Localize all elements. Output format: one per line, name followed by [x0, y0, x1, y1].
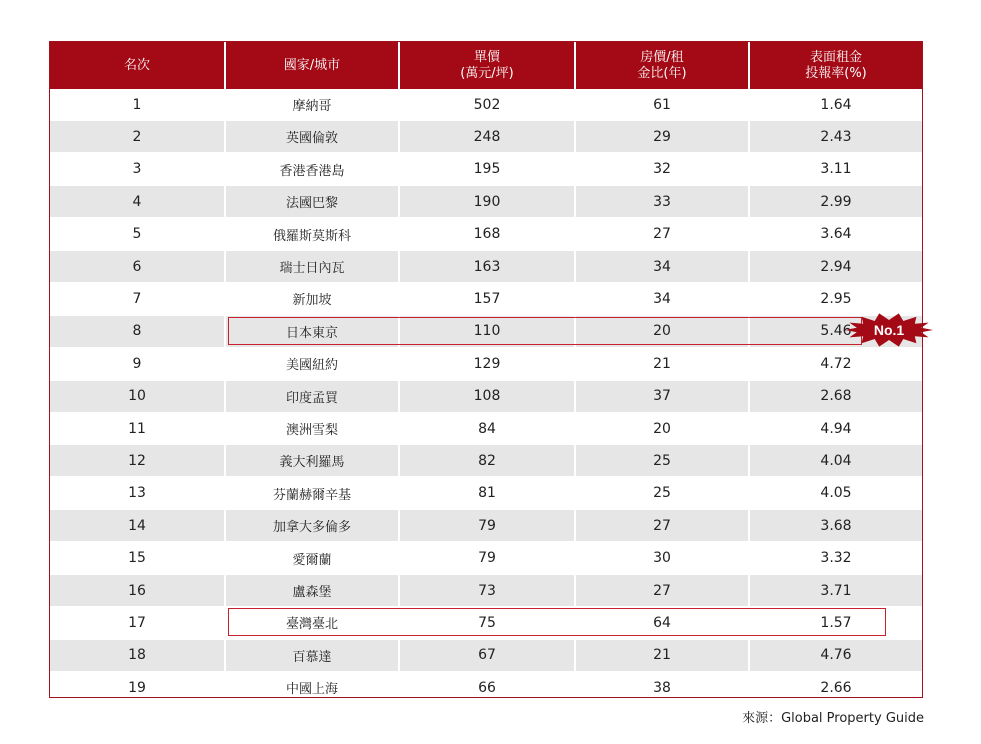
cell-unit-price: 84 [478, 420, 496, 437]
cell-rank: 6 [50, 251, 224, 282]
cell-rank: 2 [50, 121, 224, 152]
rent-yield-table [49, 41, 923, 698]
cell-price-rent-ratio: 32 [653, 161, 671, 178]
cell-city: 瑞士日內瓦 [226, 251, 398, 282]
header-city: 國家/城市 [226, 42, 398, 89]
table-row [50, 478, 922, 509]
cell-rank: 5 [132, 226, 142, 243]
cell-unit-price: 79 [400, 510, 574, 541]
cell-gross-yield: 5.46 [750, 316, 922, 347]
cell-price-rent-ratio: 37 [576, 381, 748, 412]
cell-price-rent-ratio: 25 [653, 485, 671, 502]
badge-label: No.1 [873, 322, 905, 338]
cell-unit-price: 163 [400, 251, 574, 282]
cell-gross-yield: 3.68 [750, 510, 922, 541]
table-row [50, 381, 922, 412]
cell-price-rent-ratio: 34 [653, 290, 671, 307]
cell-unit-price: 248 [400, 121, 574, 152]
cell-gross-yield: 3.71 [750, 575, 922, 606]
cell-city: 加拿大多倫多 [226, 510, 398, 541]
table-row [50, 186, 922, 217]
cell-rank: 8 [50, 316, 224, 347]
cell-gross-yield: 2.66 [820, 679, 852, 696]
cell-unit-price: 110 [400, 316, 574, 347]
cell-city: 百慕達 [226, 640, 398, 671]
cell-city: 義大利羅馬 [226, 445, 398, 476]
cell-gross-yield: 2.68 [750, 381, 922, 412]
table-row [50, 348, 922, 379]
cell-gross-yield: 2.94 [750, 251, 922, 282]
table-row [50, 121, 922, 152]
cell-city: 摩納哥 [292, 99, 332, 114]
table-row [50, 89, 922, 120]
cell-gross-yield: 4.05 [820, 485, 852, 502]
cell-price-rent-ratio: 20 [576, 316, 748, 347]
cell-unit-price: 157 [473, 290, 501, 307]
cell-rank: 15 [128, 550, 146, 567]
cell-city: 香港香港島 [279, 163, 345, 179]
cell-gross-yield: 3.32 [820, 550, 852, 567]
cell-unit-price: 129 [473, 355, 501, 372]
cell-price-rent-ratio: 27 [576, 510, 748, 541]
cell-rank: 18 [50, 640, 224, 671]
no1-badge [844, 313, 934, 347]
table-row [50, 251, 922, 282]
header-rank: 名次 [50, 42, 224, 89]
cell-unit-price: 502 [473, 96, 501, 113]
cell-rank: 9 [132, 355, 142, 372]
cell-unit-price: 79 [478, 550, 496, 567]
cell-unit-price: 66 [478, 679, 496, 696]
cell-city: 盧森堡 [226, 575, 398, 606]
cell-gross-yield: 4.76 [750, 640, 922, 671]
table-row [50, 672, 922, 703]
cell-rank: 11 [128, 420, 146, 437]
table-row [50, 575, 922, 606]
cell-rank: 7 [132, 290, 142, 307]
cell-rank: 12 [50, 445, 224, 476]
cell-unit-price: 168 [473, 226, 501, 243]
table-row [50, 640, 922, 671]
cell-unit-price: 195 [473, 161, 501, 178]
table-row [50, 543, 922, 574]
cell-rank: 4 [50, 186, 224, 217]
cell-price-rent-ratio: 61 [653, 96, 671, 113]
cell-unit-price: 81 [478, 485, 496, 502]
cell-price-rent-ratio: 29 [576, 121, 748, 152]
cell-price-rent-ratio: 27 [653, 226, 671, 243]
cell-rank: 1 [132, 96, 142, 113]
cell-city: 臺灣臺北 [285, 617, 338, 633]
cell-city: 芬蘭赫爾辛基 [272, 487, 351, 503]
source-note: 來源：Global Property Guide [742, 711, 924, 726]
table-row [50, 445, 922, 476]
cell-rank: 17 [128, 614, 146, 631]
header-unit-price: 單價 (萬元/坪) [400, 42, 574, 89]
cell-gross-yield: 2.95 [820, 290, 852, 307]
header-gross-yield: 表面租金 投報率(%) [750, 42, 922, 89]
table-header [50, 42, 922, 89]
table-row [50, 510, 922, 541]
cell-price-rent-ratio: 64 [653, 614, 671, 631]
cell-price-rent-ratio: 25 [576, 445, 748, 476]
header-price-rent-ratio: 房價/租 金比(年) [576, 42, 748, 89]
cell-city: 俄羅斯莫斯科 [272, 228, 351, 244]
table-row [50, 607, 922, 638]
cell-gross-yield: 4.04 [750, 445, 922, 476]
cell-gross-yield: 2.99 [750, 186, 922, 217]
cell-price-rent-ratio: 30 [653, 550, 671, 567]
cell-city: 新加坡 [292, 293, 332, 309]
cell-city: 英國倫敦 [226, 121, 398, 152]
cell-rank: 10 [50, 381, 224, 412]
cell-gross-yield: 1.57 [820, 614, 852, 631]
cell-city: 法國巴黎 [226, 186, 398, 217]
cell-price-rent-ratio: 34 [576, 251, 748, 282]
cell-gross-yield: 2.43 [750, 121, 922, 152]
cell-rank: 16 [50, 575, 224, 606]
table-row [50, 283, 922, 314]
cell-rank: 13 [128, 485, 146, 502]
cell-city: 印度孟買 [226, 381, 398, 412]
cell-rank: 14 [50, 510, 224, 541]
table-row [50, 219, 922, 250]
cell-city: 中國上海 [285, 682, 338, 698]
cell-unit-price: 67 [400, 640, 574, 671]
cell-rank: 3 [132, 161, 142, 178]
cell-unit-price: 108 [400, 381, 574, 412]
cell-gross-yield: 4.94 [820, 420, 852, 437]
cell-gross-yield: 1.64 [820, 96, 852, 113]
cell-unit-price: 73 [400, 575, 574, 606]
cell-price-rent-ratio: 27 [576, 575, 748, 606]
table-row [50, 413, 922, 444]
cell-unit-price: 190 [400, 186, 574, 217]
cell-price-rent-ratio: 33 [576, 186, 748, 217]
cell-city: 愛爾蘭 [292, 552, 332, 568]
cell-gross-yield: 3.64 [820, 226, 852, 243]
table-row [50, 154, 922, 185]
cell-city: 日本東京 [226, 316, 398, 347]
cell-price-rent-ratio: 21 [576, 640, 748, 671]
table-row [50, 316, 922, 347]
cell-price-rent-ratio: 21 [653, 355, 671, 372]
cell-unit-price: 75 [478, 614, 496, 631]
cell-city: 澳洲雪梨 [285, 423, 338, 438]
cell-gross-yield: 3.11 [820, 161, 852, 178]
cell-price-rent-ratio: 20 [653, 420, 671, 437]
cell-city: 美國紐約 [285, 358, 338, 374]
cell-price-rent-ratio: 38 [653, 679, 671, 696]
cell-gross-yield: 4.72 [820, 355, 852, 372]
cell-rank: 19 [128, 679, 146, 696]
cell-unit-price: 82 [400, 445, 574, 476]
